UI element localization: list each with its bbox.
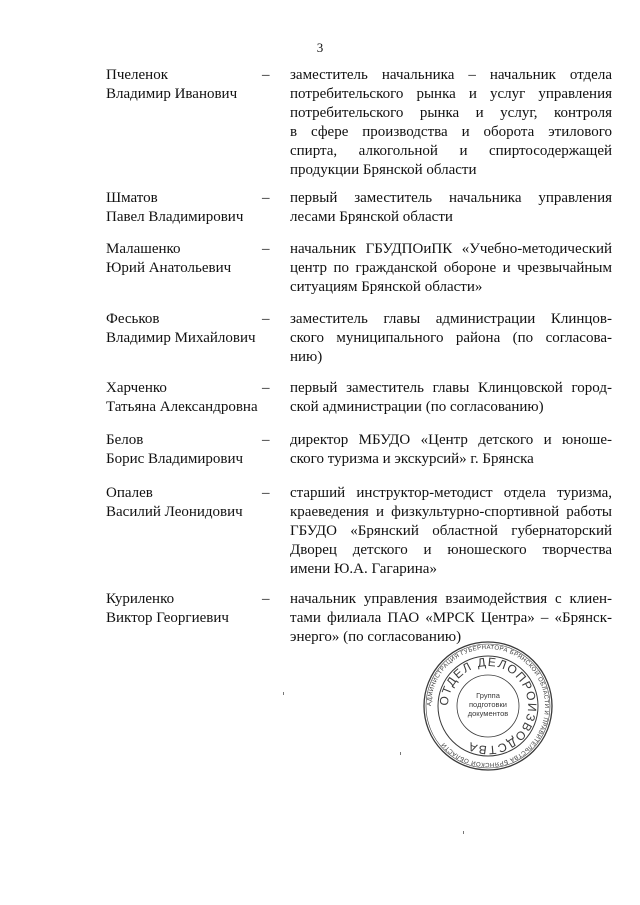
page-number: 3 [316,40,324,55]
role-line: потребительского рынка и услуг управления [290,86,612,102]
person-surname: Куриленко [106,591,175,607]
role-line: ГБУДО «Брянский областной губернаторский [290,523,612,539]
person-name [106,310,276,348]
person-given-name: Павел Владимирович [106,209,244,225]
role-line: имени Ю.А. Гагарина» [290,561,437,577]
role-line: первый заместитель главы Клинцовской город- [290,380,612,396]
dash-separator: – [262,591,270,607]
role-line: ского туризма и экскурсий» г. Брянска [290,451,534,467]
dash-separator: – [262,485,270,501]
scan-speck [283,692,284,695]
person-role [290,431,612,469]
role-line: старший инструктор-методист отдела туризма, [290,485,612,501]
stamp-outer-text: АДМИНИСТРАЦИЯ ГУБЕРНАТОРА БРЯНСКОЙ ОБЛАСТИ И ПРАВИТЕЛЬСТВА БРЯНСКОЙ ОБЛАСТИ [426,644,550,768]
person-role [290,590,612,647]
person-given-name: Владимир Михайлович [106,330,256,346]
role-line: краеведения и физкультурно-спортивной работы [290,504,612,520]
role-line: потребительского рынка и услуг, контроля [290,105,612,121]
stamp-center-line: документов [467,709,509,718]
person-name [106,590,276,628]
person-name [106,240,276,278]
person-name [106,484,276,522]
person-surname: Феськов [106,311,160,327]
person-given-name: Борис Владимирович [106,451,244,467]
role-line: продукции Брянской области [290,162,477,178]
person-surname: Опалев [106,485,153,501]
stamp-inner-text: ОТДЕЛ ДЕЛОПРОИЗВОДСТВА [436,654,540,758]
person-role [290,240,612,297]
person-role [290,484,612,579]
stamp-center-line: подготовки [469,700,507,709]
role-line: Дворец детского и юношеского творчества [290,542,612,558]
person-given-name: Виктор Георгиевич [106,610,229,626]
role-line: ской администрации (по согласованию) [290,399,544,415]
person-name [106,431,276,469]
scan-speck [400,752,401,755]
role-line: ского муниципального района (по согласова- [290,330,612,346]
person-role [290,379,612,417]
dash-separator: – [262,241,270,257]
person-surname: Пчеленок [106,67,168,83]
person-given-name: Владимир Иванович [106,86,238,102]
person-given-name: Василий Леонидович [106,504,243,520]
role-line: первый заместитель начальника управления [290,190,612,206]
person-surname: Шматов [106,190,158,206]
role-line: спирта, алкогольной и спиртосодержащей [290,143,612,159]
person-given-name: Татьяна Александровна [106,399,258,415]
role-line: начальник ГБУДПОиПК «Учебно-методический [290,241,612,257]
person-surname: Малашенко [106,241,181,257]
role-line: тами филиала ПАО «МРСК Центра» – «Брянск- [290,610,612,626]
person-name [106,66,276,104]
role-line: начальник управления взаимодействия с клиен- [290,591,612,607]
role-line: энерго» (по согласованию) [290,629,462,645]
person-role [290,310,612,367]
person-role [290,66,612,180]
role-line: лесами Брянской области [290,209,453,225]
official-stamp [422,640,554,772]
role-line: заместитель главы администрации Клинцов- [290,311,612,327]
dash-separator: – [262,432,270,448]
role-line: нию) [290,349,323,365]
dash-separator: – [262,190,270,206]
role-line: центр по гражданской обороне и чрезвычайным [290,260,612,276]
role-line: ситуациям Брянской области» [290,279,483,295]
person-role [290,189,612,227]
scan-speck [463,831,464,834]
dash-separator: – [262,311,270,327]
person-name [106,379,276,417]
stamp-center-line: Группа [476,691,500,700]
role-line: директор МБУДО «Центр детского и юноше- [290,432,612,448]
dash-separator: – [262,67,270,83]
role-line: в сфере производства и оборота этилового [290,124,612,140]
person-name [106,189,276,227]
role-line: заместитель начальника – начальник отдела [290,67,612,83]
person-surname: Харченко [106,380,167,396]
dash-separator: – [262,380,270,396]
person-surname: Белов [106,432,144,448]
person-given-name: Юрий Анатольевич [106,260,232,276]
